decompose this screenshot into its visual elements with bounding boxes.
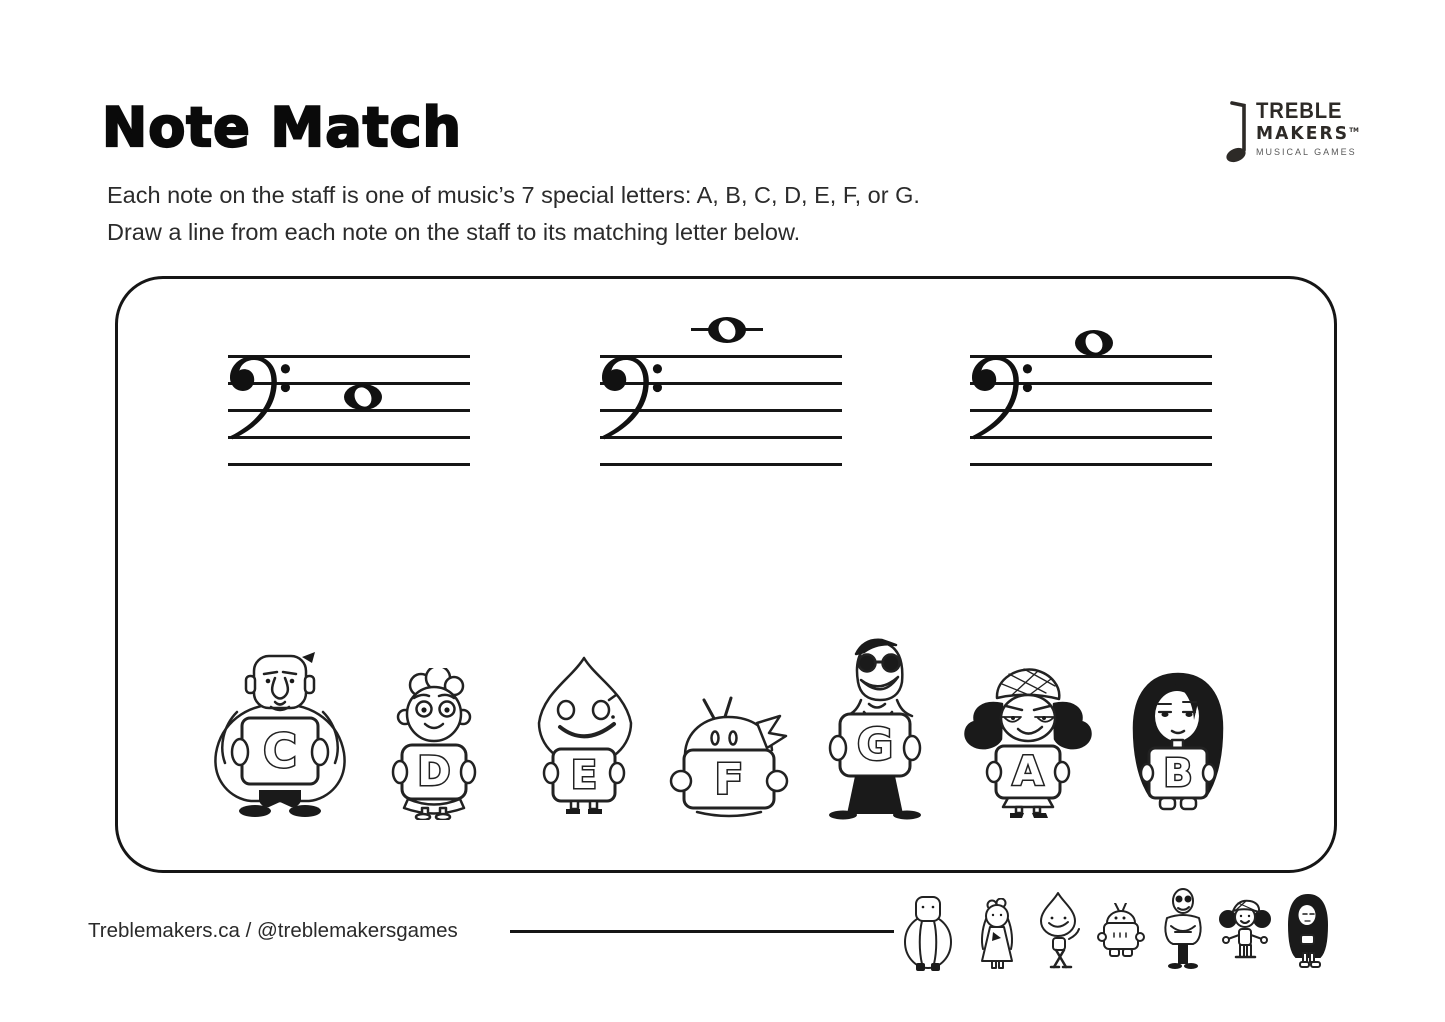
character-letter-b	[1103, 668, 1253, 823]
letter-card-f: F	[714, 754, 744, 804]
character-letter-d	[359, 668, 509, 825]
letter-card-g: G	[856, 719, 894, 771]
letter-card-b: B	[1163, 751, 1193, 795]
character-letter-f	[654, 696, 804, 823]
character-letter-c	[205, 650, 355, 823]
bass-clef-icon	[972, 356, 1036, 440]
instruction-line-2: Draw a line from each note on the staff to its matching letter below.	[107, 219, 801, 245]
page-title: Note Match	[102, 96, 462, 159]
treblemakers-logo	[1225, 100, 1364, 166]
logo-line-musical-games: MUSICAL GAMES	[1256, 147, 1357, 157]
whole-note	[342, 382, 384, 412]
instruction-line-1: Each note on the staff is one of music’s 7 special letters: A, B, C, D, E, F, or G.	[107, 182, 920, 208]
mini-mascot-long-hair-girl	[1279, 893, 1337, 976]
mini-mascot-sunglasses-guy	[1153, 888, 1211, 977]
bass-clef-icon	[230, 356, 294, 440]
letter-card-a: A	[1012, 749, 1044, 795]
footer-rule	[510, 930, 894, 933]
letter-card-d: D	[417, 749, 451, 795]
mini-mascot-beret-girl	[1216, 893, 1274, 976]
logo-line-makers: MAKERS	[1256, 123, 1350, 144]
whole-note	[1073, 328, 1115, 358]
letter-card-e: E	[571, 753, 597, 797]
trademark-mark: TM	[1349, 127, 1359, 134]
mini-mascot-teardrop-kid	[1031, 891, 1089, 976]
letter-card-c: C	[263, 724, 297, 778]
staff-1	[228, 300, 470, 478]
bass-clef-icon	[602, 356, 666, 440]
whole-note	[706, 315, 748, 345]
staff-2	[600, 300, 842, 478]
quarter-note-icon	[1225, 100, 1249, 166]
mini-mascot-bun-girl	[968, 898, 1026, 977]
character-letter-g	[798, 636, 948, 825]
mini-mascot-big-guy	[899, 892, 957, 979]
mini-mascot-robot	[1092, 903, 1150, 970]
character-letter-e	[509, 653, 659, 820]
instructions	[107, 177, 920, 251]
logo-line-treble: TREBLE	[1256, 98, 1343, 123]
staff-3	[970, 300, 1212, 478]
character-letter-a	[952, 660, 1102, 823]
footer-credit: Treblemakers.ca / @treblemakersgames	[88, 919, 458, 942]
